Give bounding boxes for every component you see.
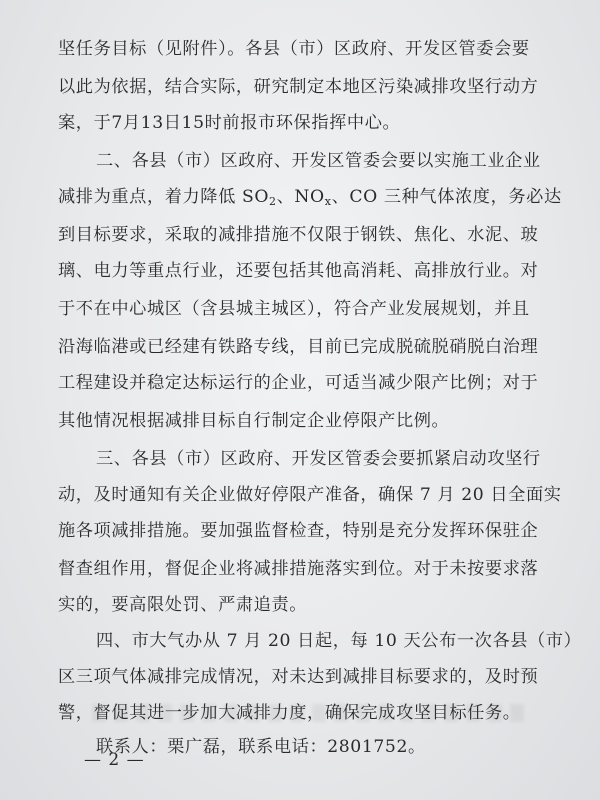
paragraph-2-line-2	[0, 186, 600, 208]
paragraph-2-line-7: 工程建设并稳定达标运行的企业，可适当减少限产比例；对于	[58, 373, 539, 393]
paragraph-2-line-3: 到目标要求，采取的减排措施不仅限于钢铁、焦化、水泥、玻	[58, 225, 539, 245]
paragraph-2-line-8: 其他情况根据减排目标自行制定企业停限产比例。	[58, 411, 450, 431]
paragraph-2-line-5: 于不在中心城区（含县城主城区），符合产业发展规划，并且	[58, 299, 530, 319]
paragraph-2-line-4: 璃、电力等重点行业，还要包括其他高消耗、高排放行业。对	[58, 261, 539, 281]
paragraph-2-line-2-part-a: 减排为重点，着力降低 SO	[58, 187, 270, 207]
paragraph-3-line-3: 施各项减排措施。要加强监督检查，特别是充分发挥环保驻企	[58, 521, 539, 541]
paragraph-2-line-6: 沿海临港或已经建有铁路专线，目前已完成脱硫脱硝脱白治理	[58, 337, 539, 357]
paragraph-4-line-3: 警，督促其进一步加大减排力度，确保完成攻坚目标任务。	[58, 703, 521, 723]
paragraph-3-line-4: 督查组作用，督促企业将减排措施落实到位。对于未按要求落	[58, 559, 539, 579]
paragraph-4-line-2: 区三项气体减排完成情况，对未达到减排目标要求的，及时预	[58, 667, 539, 687]
page-number: — 2 —	[84, 750, 145, 770]
paragraph-2-line-2-part-c: 、CO 三种气体浓度，务必达	[331, 187, 562, 207]
paragraph-3-line-1: 三、各县（市）区政府、开发区管委会要抓紧启动攻坚行	[96, 449, 541, 469]
paragraph-1-line-3: 案，于7月13日15时前报市环保指挥中心。	[58, 113, 401, 133]
paragraph-3-line-5: 实的，要高限处罚、严肃追责。	[58, 595, 308, 615]
paragraph-2-line-1: 二、各县（市）区政府、开发区管委会要以实施工业企业	[96, 151, 541, 171]
paragraph-1-line-1: 坚任务目标（见附件）。各县（市）区政府、开发区管委会要	[58, 39, 530, 59]
paragraph-2-line-2-part-b: 、NO	[276, 187, 325, 207]
nox-subscript: x	[324, 195, 332, 208]
paragraph-4-line-1: 四、市大气办从 7 月 20 日起，每 10 天公布一次各县（市）	[96, 631, 582, 651]
so2-subscript: 2	[269, 195, 277, 208]
paragraph-3-line-2: 动，及时通知有关企业做好停限产准备，确保 7 月 20 日全面实	[58, 485, 562, 505]
bleed-through-texture	[92, 704, 532, 722]
paragraph-1-line-2: 以此为依据，结合实际，研究制定本地区污染减排攻坚行动方	[58, 77, 539, 97]
contact-line: 联系人：栗广磊，联系电话：2801752。	[96, 737, 426, 757]
